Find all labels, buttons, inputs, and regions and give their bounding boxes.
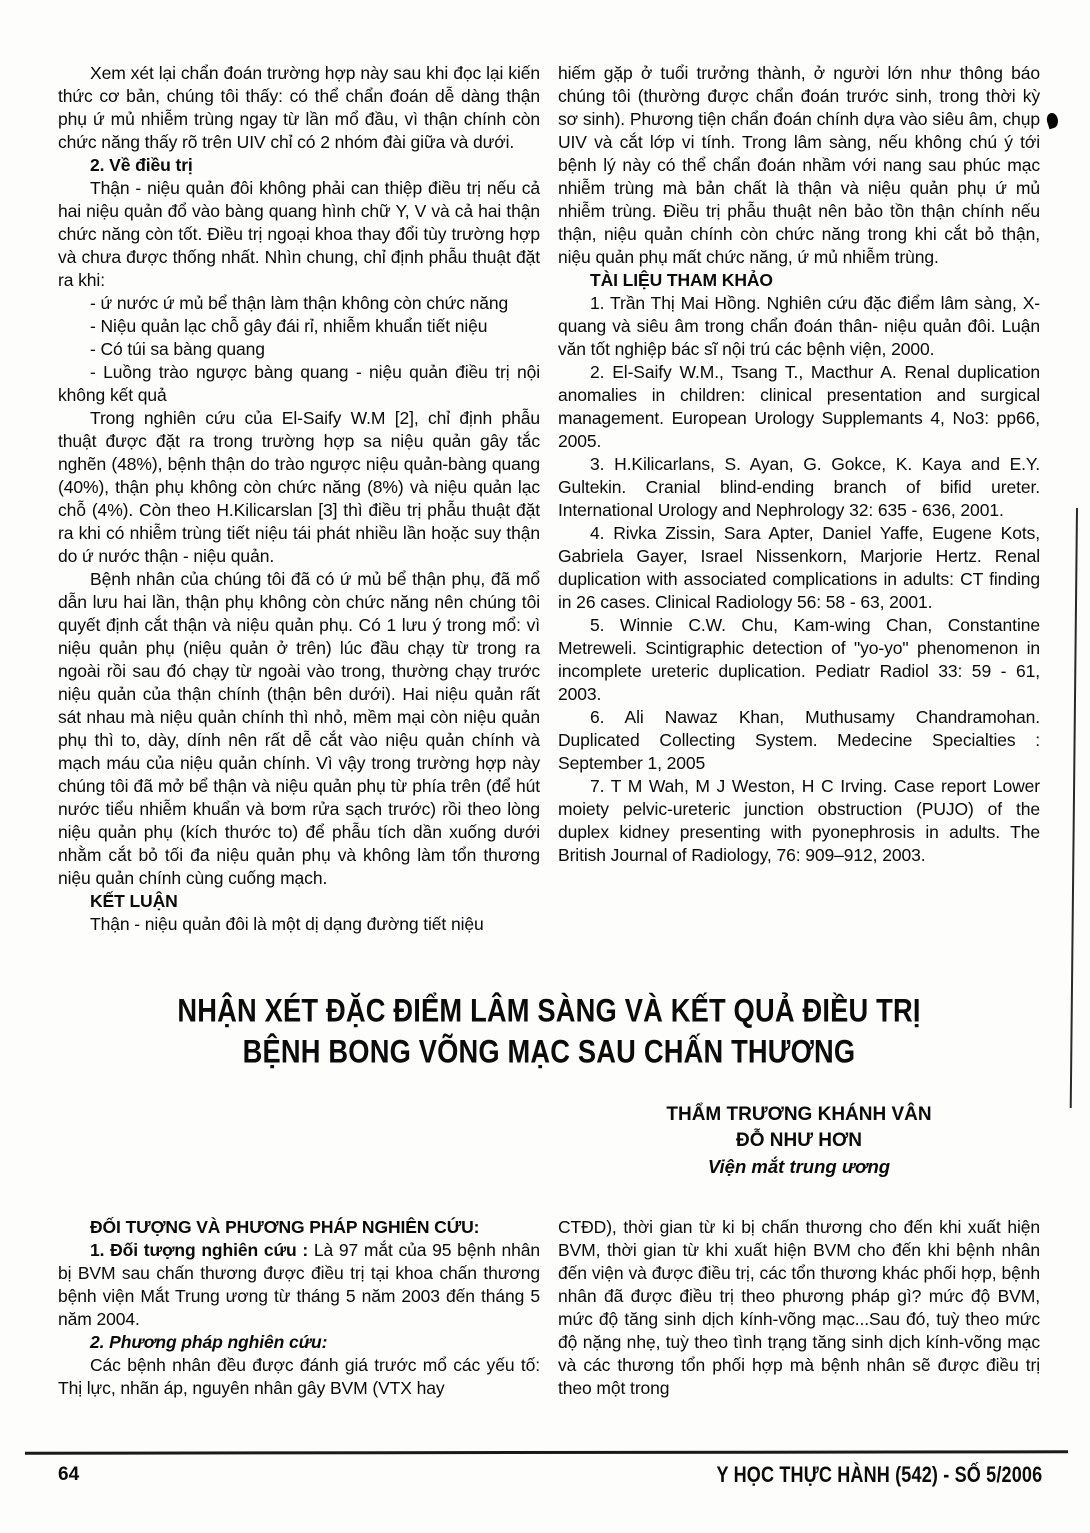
paragraph: Trong nghiên cứu của El-Saify W.M [2], chỉ định phẫu thuật được đặt ra trong trường hợp sa niệu quản gây tắc nghẽn (48%), bệnh thận do trào ngược niệu quản-bàng quang (40%), thận phụ không còn chức năng (8%) và niệu quản lạc chỗ (4%). Còn theo H.Kilicarslan [3] thì điều trị phẫu thuật đặt ra khi có nhiễm trùng tiết niệu tái phát nhiều lần hoặc suy thận do ứ nước thận - niệu quản. — [58, 408, 540, 566]
section-heading-treatment: 2. Về điều trị — [90, 155, 193, 175]
author-name: ĐỖ NHƯ HƠN — [736, 1130, 862, 1151]
reference-item: 4. Rivka Zissin, Sara Apter, Daniel Yaffe, Eugene Kots, Gabriela Gayer, Israel Nissenkorn, Marjorie Hertz. Renal duplication with associated complications in adults: CT finding in 26 cases. Clinical Radiology 56: 58 - 63, 2001. — [558, 523, 1040, 612]
section-heading-methods: ĐỐI TƯỢNG VÀ PHƯƠNG PHÁP NGHIÊN CỨU: — [90, 1217, 480, 1237]
subsection-heading: 2. Phương pháp nghiên cứu: — [90, 1332, 328, 1352]
article2-right-column — [558, 1216, 1040, 1400]
ink-blot-artifact — [1045, 112, 1060, 130]
reference-item: 6. Ali Nawaz Khan, Muthusamy Chandramohan. Duplicated Collecting System. Medecine Specialties : September 1, 2005 — [558, 707, 1040, 773]
article2-title-line2: BỆNH BONG VÕNG MẠC SAU CHẤN THƯƠNG — [242, 1032, 856, 1071]
article2-title-line1: NHẬN XÉT ĐẶC ĐIỂM LÂM SÀNG VÀ KẾT QUẢ ĐIỀU TRỊ — [177, 991, 921, 1030]
paragraph-text: Là 97 mắt của 95 bệnh nhân bị BVM sau chấn thương được điều trị tại khoa chấn thương bệnh viện Mắt Trung ương từ tháng 5 năm 2003 đến tháng 5 năm 2004. — [58, 1240, 540, 1329]
article2-left-column — [58, 1216, 540, 1400]
section-heading-conclusion: KẾT LUẬN — [90, 891, 178, 911]
article1-left-column — [58, 62, 540, 936]
footer-journal-title: Y HỌC THỰC HÀNH (542) - SỐ 5/2006 — [716, 1462, 1042, 1487]
footer-divider — [25, 1450, 1068, 1454]
article2-title — [58, 990, 1040, 1072]
article2-authors — [558, 1102, 1040, 1180]
reference-item: 2. El-Saify W.M., Tsang T., Macthur A. Renal duplication anomalies in children: clinical presentation and surgical management. European Urology Supplemants 4, No3: pp66, 2005. — [558, 362, 1040, 451]
reference-item: 1. Trần Thị Mai Hồng. Nghiên cứu đặc điểm lâm sàng, X-quang và siêu âm trong chẩn đoán thân- niệu quản đôi. Luận văn tốt nghiệp bác sĩ nội trú các bệnh viện, 2000. — [558, 293, 1040, 359]
reference-item: 3. H.Kilicarlans, S. Ayan, G. Gokce, K. Kaya and E.Y. Gultekin. Cranial blind-ending branch of bifid ureter. International Urology and Nephrology 32: 635 - 636, 2001. — [558, 454, 1040, 520]
article1-right-column — [558, 62, 1040, 936]
bullet-item: - Luồng trào ngược bàng quang - niệu quản điều trị nội không kết quả — [58, 362, 540, 405]
article2-columns — [58, 1216, 1040, 1400]
paragraph: Thận - niệu quản đôi là một dị dạng đường tiết niệu — [90, 914, 484, 934]
bullet-item: - Niệu quản lạc chỗ gây đái rỉ, nhiễm khuẩn tiết niệu — [90, 316, 488, 336]
author-affiliation: Viện mắt trung ương — [707, 1156, 891, 1177]
paragraph-lead: 1. Đối tượng nghiên cứu : — [90, 1240, 309, 1260]
page-content — [58, 62, 1040, 1400]
paragraph: hiếm gặp ở tuổi trưởng thành, ở người lớn như thông báo chúng tôi (thường được chẩn đoán trước sinh, trong thời kỳ sơ sinh). Phương tiện chẩn đoán chính dựa vào siêu âm, chụp UIV và cắt lớp vi tính. Trong lâm sàng, nếu không chú ý tới bệnh lý này có thể chẩn đoán nhầm với nang sau phúc mạc nhiễm trùng mà bản chất là thận và niệu quản phụ ứ mủ nhiễm trùng. Điều trị phẫu thuật nên bảo tồn thận chính nếu thận, niệu quản chính còn chức năng trong khi cắt bỏ thận, niệu quản phụ mất chức năng, ứ mủ nhiễm trùng. — [558, 63, 1040, 267]
paragraph: Thận - niệu quản đôi không phải can thiệp điều trị nếu cả hai niệu quản đổ vào bàng quang hình chữ Y, V và cả hai thận chức năng còn tốt. Điều trị ngoại khoa thay đổi tùy trường hợp và chưa được thống nhất. Nhìn chung, chỉ định phẫu thuật đặt ra khi: — [58, 178, 540, 290]
section-heading-references: TÀI LIỆU THAM KHẢO — [590, 270, 773, 290]
paragraph: CTĐD), thời gian từ ki bị chấn thương cho đến khi xuất hiện BVM, thời gian từ khi xuất hiện BVM cho đến khi bệnh nhân đến viện và được điều trị, các tổn thương khác phối hợp, bệnh nhân đã được điều trị theo phương pháp gì? mức độ BVM, mức độ tăng sinh dịch kính-võng mạc...Sau đó, tuỳ theo mức độ nặng nhẹ, tuỳ theo tình trạng tăng sinh dịch kính-võng mạc và các thương tổn phối hợp mà bệnh nhân sẽ được điều trị theo một trong — [558, 1217, 1040, 1398]
article1-columns — [58, 62, 1040, 936]
author-name: THẨM TRƯƠNG KHÁNH VÂN — [666, 1104, 932, 1125]
paragraph — [58, 1239, 540, 1331]
paragraph: Xem xét lại chẩn đoán trường hợp này sau khi đọc lại kiến thức cơ bản, chúng tôi thấy: có thể chẩn đoán dễ dàng thận phụ ứ mủ nhiễm trùng ngay từ lần mổ đầu, vì thận chính còn chức năng thấy rõ trên UIV chỉ có 2 nhóm đài giữa và dưới. — [58, 63, 540, 152]
paragraph: Bệnh nhân của chúng tôi đã có ứ mủ bể thận phụ, đã mổ dẫn lưu hai lần, thận phụ không còn chức năng nên chúng tôi quyết định cắt thận và niệu quản phụ. Có 1 lưu ý trong mổ: vì niệu quản phụ (niệu quản ở trên) lúc đầu chạy từ trong ra ngoài rồi sau đó chạy từ ngoài vào trong, thường chạy trước niệu quản của thận chính (thận bên dưới). Hai niệu quản rất sát nhau mà niệu quản chính thì nhỏ, mềm mại còn niệu quản phụ thì to, dày, dính nên rất dễ cắt vào niệu quản chính và mạch máu của niệu quản chính. Vì vậy trong trường hợp này chúng tôi đã mở bể thận và niệu quản phụ từ phía trên (để hút nước tiểu nhiễm khuẩn và bơm rửa sạch trước) rồi theo lòng niệu quản phụ (kích thước to) để phẫu tích dần xuống dưới nhằm cắt bỏ tối đa niệu quản phụ và không làm tổn thương niệu quản chính cùng cuống mạch. — [58, 569, 540, 888]
paragraph: Các bệnh nhân đều được đánh giá trước mổ các yếu tố: Thị lực, nhãn áp, nguyên nhân gây BVM (VTX hay — [58, 1355, 540, 1398]
reference-item: 7. T M Wah, M J Weston, H C Irving. Case report Lower moiety pelvic-ureteric junction obstruction (PUJO) of the duplex kidney presenting with pyonephrosis in adults. The British Journal of Radiology, 76: 909–912, 2003. — [558, 776, 1040, 865]
scan-edge-line-artifact — [1070, 508, 1078, 1108]
bullet-item: - Có túi sa bàng quang — [90, 339, 265, 359]
footer-page-number: 64 — [58, 1464, 80, 1485]
bullet-item: - ứ nước ứ mủ bể thận làm thận không còn chức năng — [90, 293, 509, 313]
reference-item: 5. Winnie C.W. Chu, Kam-wing Chan, Constantine Metreweli. Scintigraphic detection of "yo-yo" phenomenon in incomplete ureteric duplication. Pediatr Radiol 33: 59 - 61, 2003. — [558, 615, 1040, 704]
